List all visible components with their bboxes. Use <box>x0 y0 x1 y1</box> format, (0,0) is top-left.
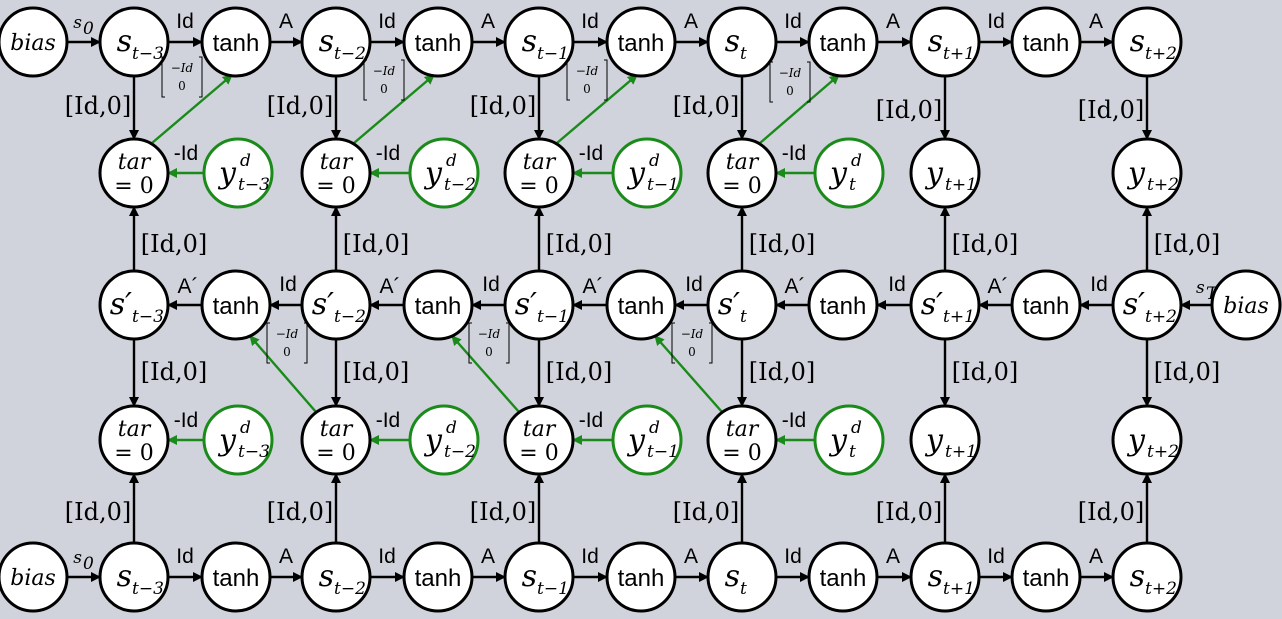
bottom-bias-node-text: bias <box>10 566 56 591</box>
upper-ydata-node-0-subscript: t−3 <box>238 175 270 195</box>
mid-sprime-node-3-subscript: t <box>740 307 747 327</box>
lower-ydata-node-1 <box>410 406 478 474</box>
mid-sprime-node-3-symbol: s′ <box>717 287 740 322</box>
label-top-down-3: [Id,0] <box>672 92 740 120</box>
upper-ydata-node-2 <box>613 139 681 207</box>
top-s-node-1-subscript: t−2 <box>334 44 366 64</box>
upper-negid-label-3: -Id <box>781 142 807 165</box>
top-s-node-1-symbol: s <box>318 24 334 59</box>
bottom-s-node-3-subscript: t <box>740 579 747 599</box>
label-mid-down-2: [Id,0] <box>545 358 613 386</box>
top-s-node-5-symbol: s <box>1129 24 1145 59</box>
mid-Aprime-label-1: A´ <box>177 275 199 298</box>
upper-tar-node-3-text: tar <box>725 150 759 175</box>
bottom-s0-sub: 0 <box>83 554 94 574</box>
lower-ydata-node-2-symbol: y <box>628 423 645 458</box>
top-s-node-5-subscript: t+2 <box>1145 44 1177 64</box>
mid-Aprime-label-2: A´ <box>379 275 401 298</box>
lower-ydata-node-2-subscript: t−1 <box>647 442 679 462</box>
bottom-tanh-node-0-text: tanh <box>212 565 260 592</box>
bottom-A-label-4: A <box>1088 545 1104 568</box>
lower-negid-label-3: -Id <box>781 409 807 432</box>
bottom-A-label-0: A <box>278 545 294 568</box>
label-top-down-2: [Id,0] <box>469 92 537 120</box>
upper-negid-label-2: -Id <box>578 142 604 165</box>
lower-small-matrix-1-top: −Id <box>275 327 299 341</box>
top-s-node-2-symbol: s <box>521 24 537 59</box>
lower-tar-node-2-text: tar <box>522 417 556 442</box>
mid-bias-node-text: bias <box>1223 294 1269 319</box>
upper-diag-arrow-3 <box>760 75 839 143</box>
upper-small-matrix-3-bottom: 0 <box>786 84 794 98</box>
bottom-s-node-5-subscript: t+2 <box>1145 579 1177 599</box>
top-bias-node-text: bias <box>10 31 56 56</box>
mid-sT-sub: T <box>1206 284 1218 304</box>
lower-tar-node-1-text: tar <box>319 417 353 442</box>
label-bottom-up-3: [Id,0] <box>672 498 740 526</box>
lower-y-node-5 <box>1113 406 1181 474</box>
upper-ydata-node-0 <box>204 139 272 207</box>
mid-sprime-node-5-symbol: s′ <box>1122 287 1145 322</box>
label-bottom-up-4: [Id,0] <box>875 498 943 526</box>
top-s0-label: s <box>73 13 82 33</box>
lower-ydata-node-3 <box>815 406 883 474</box>
lower-small-matrix-2-bottom: 0 <box>485 345 493 359</box>
top-A-label-1: A <box>480 10 496 33</box>
top-s-node-5 <box>1113 8 1181 76</box>
upper-small-matrix-2-bracket-left <box>567 60 570 100</box>
lower-small-matrix-1-bottom: 0 <box>283 345 291 359</box>
mid-tanh-node-4-text: tanh <box>1022 293 1070 320</box>
top-id-label-1: Id <box>378 10 396 33</box>
upper-small-matrix-3-bracket-left <box>770 62 773 102</box>
bottom-s-node-3-symbol: s <box>724 559 740 594</box>
mid-sT-label: s <box>1196 278 1205 298</box>
upper-ydata-node-2-subscript: t−1 <box>647 175 679 195</box>
mid-sprime-node-1-symbol: s′ <box>311 287 334 322</box>
label-bottom-up-0: [Id,0] <box>64 498 132 526</box>
label-top-down-4: [Id,0] <box>875 96 943 124</box>
label-mid-up-5: [Id,0] <box>1153 230 1221 258</box>
lower-ydata-node-0-subscript: t−3 <box>238 442 270 462</box>
lower-ydata-node-1-superscript: d <box>446 418 457 438</box>
top-id-label-4: Id <box>987 10 1005 33</box>
lower-small-matrix-3 <box>672 323 712 363</box>
top-tanh-node-2-text: tanh <box>617 30 665 57</box>
mid-tanh-node-2-text: tanh <box>617 293 665 320</box>
bottom-A-label-2: A <box>683 545 699 568</box>
top-s-node-3 <box>708 8 776 76</box>
label-bottom-up-2: [Id,0] <box>469 498 537 526</box>
upper-diag-arrow-0 <box>152 75 232 143</box>
mid-sprime-node-0-symbol: s′ <box>109 287 132 322</box>
bottom-A-label-3: A <box>885 545 901 568</box>
lower-negid-label-1: -Id <box>375 409 401 432</box>
lower-tar-node-1-eq: = 0 <box>316 441 356 466</box>
lower-small-matrix-2-bracket-right <box>506 323 509 363</box>
upper-tar-node-3-eq: = 0 <box>722 174 762 199</box>
bottom-tanh-node-3-text: tanh <box>819 565 867 592</box>
label-mid-down-5: [Id,0] <box>1153 358 1221 386</box>
upper-tar-node-2-eq: = 0 <box>519 174 559 199</box>
upper-ydata-node-0-superscript: d <box>240 151 251 171</box>
upper-small-matrix-0-bracket-right <box>199 57 202 97</box>
upper-ydata-node-3-subscript: t <box>849 175 856 195</box>
lower-ydata-node-0-symbol: y <box>219 423 236 458</box>
upper-tar-node-2-text: tar <box>522 150 556 175</box>
lower-ydata-node-1-symbol: y <box>425 423 442 458</box>
mid-id-label-2: Id <box>482 273 500 296</box>
bottom-id-label-4: Id <box>987 545 1005 568</box>
top-A-label-2: A <box>683 10 699 33</box>
lower-negid-label-2: -Id <box>578 409 604 432</box>
top-tanh-node-1-text: tanh <box>414 30 462 57</box>
upper-small-matrix-0-top: −Id <box>170 61 194 75</box>
lower-small-matrix-2 <box>469 323 509 363</box>
mid-tanh-node-1-text: tanh <box>414 293 462 320</box>
lower-tar-node-3-eq: = 0 <box>722 441 762 466</box>
lower-small-matrix-3-bracket-right <box>709 323 712 363</box>
top-tanh-node-4-text: tanh <box>1022 30 1070 57</box>
upper-y-node-4-symbol: y <box>926 156 943 191</box>
bottom-s-node-5-symbol: s <box>1129 559 1145 594</box>
top-tanh-node-0-text: tanh <box>212 30 260 57</box>
top-s-node-1 <box>302 8 370 76</box>
mid-Aprime-label-4: A´ <box>784 275 806 298</box>
top-s-node-3-subscript: t <box>740 44 747 64</box>
upper-y-node-5 <box>1113 139 1181 207</box>
top-s-node-2-subscript: t−1 <box>537 44 569 64</box>
mid-sprime-node-1-subscript: t−2 <box>334 307 366 327</box>
bottom-s0-label: s <box>73 548 82 568</box>
lower-ydata-node-2-superscript: d <box>649 418 660 438</box>
lower-small-matrix-2-top: −Id <box>477 327 501 341</box>
top-id-label-0: Id <box>176 10 194 33</box>
upper-negid-label-1: -Id <box>375 142 401 165</box>
bottom-s-node-0-subscript: t−3 <box>132 579 164 599</box>
upper-small-matrix-0 <box>162 57 202 97</box>
lower-negid-label-0: -Id <box>173 409 199 432</box>
label-mid-down-4: [Id,0] <box>951 358 1019 386</box>
upper-small-matrix-3-top: −Id <box>778 66 802 80</box>
upper-small-matrix-0-bottom: 0 <box>178 79 186 93</box>
lower-tar-node-0-text: tar <box>117 417 151 442</box>
top-tanh-node-3-text: tanh <box>819 30 867 57</box>
upper-small-matrix-2 <box>567 60 607 100</box>
bottom-s-node-1 <box>302 543 370 611</box>
top-s-node-0 <box>100 8 168 76</box>
bottom-s-node-1-subscript: t−2 <box>334 579 366 599</box>
bottom-s-node-2-subscript: t−1 <box>537 579 569 599</box>
upper-diag-arrow-2 <box>557 75 637 143</box>
top-s-node-2 <box>505 8 573 76</box>
bottom-s-node-0 <box>100 543 168 611</box>
upper-small-matrix-3 <box>770 62 810 102</box>
mid-tanh-node-3-text: tanh <box>819 293 867 320</box>
bottom-s-node-1-symbol: s <box>318 559 334 594</box>
bottom-tanh-node-1-text: tanh <box>414 565 462 592</box>
top-s-node-3-symbol: s <box>724 24 740 59</box>
top-id-label-2: Id <box>581 10 599 33</box>
top-s-node-4 <box>911 8 979 76</box>
upper-ydata-node-1-superscript: d <box>446 151 457 171</box>
upper-ydata-node-3 <box>815 139 883 207</box>
lower-y-node-4 <box>911 406 979 474</box>
label-mid-up-2: [Id,0] <box>545 230 613 258</box>
top-A-label-0: A <box>278 10 294 33</box>
label-top-down-0: [Id,0] <box>64 92 132 120</box>
upper-negid-label-0: -Id <box>173 142 199 165</box>
bottom-s-node-0-symbol: s <box>116 559 132 594</box>
bottom-s-node-4 <box>911 543 979 611</box>
bottom-s-node-2-symbol: s <box>521 559 537 594</box>
mid-sprime-node-2-subscript: t−1 <box>537 307 569 327</box>
upper-ydata-node-2-symbol: y <box>628 156 645 191</box>
mid-id-label-5: Id <box>1090 273 1108 296</box>
mid-sprime-node-2-symbol: s′ <box>514 287 537 322</box>
upper-small-matrix-1-bracket-right <box>401 60 404 100</box>
lower-ydata-node-3-subscript: t <box>849 442 856 462</box>
bottom-tanh-node-2-text: tanh <box>617 565 665 592</box>
mid-sprime-node-0-subscript: t−3 <box>132 307 164 327</box>
bottom-s-node-4-subscript: t+1 <box>943 579 975 599</box>
upper-y-node-5-subscript: t+2 <box>1147 175 1179 195</box>
upper-ydata-node-1 <box>410 139 478 207</box>
upper-ydata-node-1-subscript: t−2 <box>444 175 476 195</box>
top-id-label-3: Id <box>784 10 802 33</box>
upper-y-node-5-symbol: y <box>1128 156 1145 191</box>
label-mid-down-1: [Id,0] <box>342 358 410 386</box>
upper-ydata-node-3-symbol: y <box>830 156 847 191</box>
mid-sprime-node-4-subscript: t+1 <box>943 307 975 327</box>
lower-ydata-node-3-superscript: d <box>851 418 862 438</box>
top-s-node-4-symbol: s <box>927 24 943 59</box>
label-top-down-1: [Id,0] <box>266 92 334 120</box>
label-mid-up-3: [Id,0] <box>748 230 816 258</box>
upper-tar-node-0-eq: = 0 <box>114 174 154 199</box>
upper-small-matrix-2-top: −Id <box>575 64 599 78</box>
upper-small-matrix-1-bottom: 0 <box>380 82 388 96</box>
upper-small-matrix-3-bracket-right <box>807 62 810 102</box>
upper-small-matrix-2-bracket-right <box>604 60 607 100</box>
top-s-node-4-subscript: t+1 <box>943 44 975 64</box>
bottom-s-node-5 <box>1113 543 1181 611</box>
lower-small-matrix-1 <box>267 323 307 363</box>
upper-ydata-node-2-superscript: d <box>649 151 660 171</box>
lower-small-matrix-3-bottom: 0 <box>688 345 696 359</box>
bottom-s-node-4-symbol: s <box>927 559 943 594</box>
mid-Aprime-label-5: A´ <box>987 275 1009 298</box>
bottom-id-label-2: Id <box>581 545 599 568</box>
top-A-label-4: A <box>1088 10 1104 33</box>
upper-ydata-node-1-symbol: y <box>425 156 442 191</box>
lower-ydata-node-3-symbol: y <box>830 423 847 458</box>
upper-diag-arrow-1 <box>354 75 434 143</box>
upper-ydata-node-3-superscript: d <box>851 151 862 171</box>
upper-ydata-node-0-symbol: y <box>219 156 236 191</box>
upper-tar-node-1-text: tar <box>319 150 353 175</box>
lower-ydata-node-0-superscript: d <box>240 418 251 438</box>
lower-ydata-node-2 <box>613 406 681 474</box>
mid-sprime-node-4-symbol: s′ <box>920 287 943 322</box>
top-s-node-0-symbol: s <box>116 24 132 59</box>
lower-ydata-node-0 <box>204 406 272 474</box>
lower-y-node-4-symbol: y <box>926 423 943 458</box>
upper-y-node-4 <box>911 139 979 207</box>
mid-Aprime-label-3: A´ <box>582 275 604 298</box>
upper-small-matrix-1 <box>364 60 404 100</box>
bottom-s-node-2 <box>505 543 573 611</box>
label-mid-down-0: [Id,0] <box>140 358 208 386</box>
mid-id-label-3: Id <box>685 273 703 296</box>
label-mid-up-4: [Id,0] <box>951 230 1019 258</box>
label-mid-up-1: [Id,0] <box>342 230 410 258</box>
lower-small-matrix-1-bracket-right <box>304 323 307 363</box>
upper-tar-node-0-text: tar <box>117 150 151 175</box>
bottom-s-node-3 <box>708 543 776 611</box>
lower-tar-node-2-eq: = 0 <box>519 441 559 466</box>
mid-id-label-1: Id <box>279 273 297 296</box>
top-s-node-0-subscript: t−3 <box>132 44 164 64</box>
bottom-id-label-0: Id <box>176 545 194 568</box>
upper-small-matrix-1-bracket-left <box>364 60 367 100</box>
upper-small-matrix-1-top: −Id <box>372 64 396 78</box>
label-bottom-up-1: [Id,0] <box>266 498 334 526</box>
lower-y-node-5-subscript: t+2 <box>1147 442 1179 462</box>
lower-y-node-4-subscript: t+1 <box>945 442 977 462</box>
label-top-down-5: [Id,0] <box>1077 96 1145 124</box>
bottom-id-label-1: Id <box>378 545 396 568</box>
bottom-A-label-1: A <box>480 545 496 568</box>
mid-tanh-node-0-text: tanh <box>212 293 260 320</box>
lower-tar-node-0-eq: = 0 <box>114 441 154 466</box>
top-A-label-3: A <box>885 10 901 33</box>
mid-sprime-node-5-subscript: t+2 <box>1145 307 1177 327</box>
upper-y-node-4-subscript: t+1 <box>945 175 977 195</box>
bottom-id-label-3: Id <box>784 545 802 568</box>
upper-small-matrix-2-bottom: 0 <box>583 82 591 96</box>
bottom-tanh-node-4-text: tanh <box>1022 565 1070 592</box>
lower-ydata-node-1-subscript: t−2 <box>444 442 476 462</box>
lower-small-matrix-3-top: −Id <box>680 327 704 341</box>
mid-id-label-4: Id <box>888 273 906 296</box>
top-s0-sub: 0 <box>83 19 94 39</box>
label-mid-up-0: [Id,0] <box>140 230 208 258</box>
label-mid-down-3: [Id,0] <box>748 358 816 386</box>
lower-tar-node-3-text: tar <box>725 417 759 442</box>
upper-tar-node-1-eq: = 0 <box>316 174 356 199</box>
lower-y-node-5-symbol: y <box>1128 423 1145 458</box>
label-bottom-up-5: [Id,0] <box>1077 498 1145 526</box>
